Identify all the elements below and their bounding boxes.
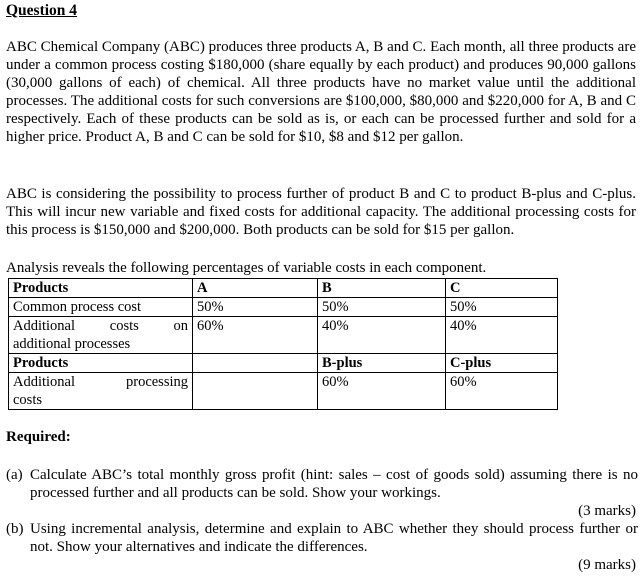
row-label-line2: additional processes xyxy=(13,336,131,352)
table-cell: 60% xyxy=(193,317,318,354)
header-products: Products xyxy=(9,279,193,298)
table-cell xyxy=(193,373,318,410)
row-label-line2: costs xyxy=(13,392,42,408)
question-b-marks: (9 marks) xyxy=(578,557,636,573)
question-a-marks: (3 marks) xyxy=(578,503,636,519)
table-row xyxy=(9,298,558,317)
question-a-text: Calculate ABC’s total monthly gross profit (hint: sales – cost of goods sold) assuming there is no processed further and all products can be sold. Show your workings. xyxy=(30,467,638,501)
table-cell: 60% xyxy=(446,373,558,410)
header-c-plus: C-plus xyxy=(446,354,558,373)
question-b-text: Using incremental analysis, determine and explain to ABC whether they should process further or not. Show your alternatives and indicate the differences. xyxy=(30,521,638,555)
table-header-row-2 xyxy=(9,354,558,373)
table-cell: 50% xyxy=(193,298,318,317)
row-label xyxy=(9,373,193,410)
paragraph-1: ABC Chemical Company (ABC) produces three products A, B and C. Each month, all three products are under a common process costing $180,000 (share equally by each product) and produces 90,000 gallons (30,000 gallons of each) of chemical. All three products have no market value until the additional processes. The additional costs for such conversions are $100,000, $80,000 and $220,000 for A, B and C respectively. Each of these products can be sold as is, or each can be processed further and sold for a higher price. Product A, B and C can be sold for $10, $8 and $12 per gallon. xyxy=(6,39,636,145)
header-c: C xyxy=(446,279,558,298)
table-row xyxy=(9,373,558,410)
row-label-word: Additional xyxy=(13,318,76,334)
header-products: Products xyxy=(9,354,193,373)
header-b: B xyxy=(318,279,446,298)
question-b xyxy=(6,520,638,556)
table-header-row xyxy=(9,279,558,298)
header-empty xyxy=(193,354,318,373)
table-row xyxy=(9,317,558,354)
row-label-word: on xyxy=(173,318,188,334)
question-title: Question 4 xyxy=(6,2,78,19)
row-label-word: Additional xyxy=(13,374,76,390)
required-label: Required: xyxy=(6,429,71,445)
header-a: A xyxy=(193,279,318,298)
row-label-word: processing xyxy=(125,374,188,390)
row-label-word: costs xyxy=(109,318,139,334)
paragraph-2: ABC is considering the possibility to process further of product B and C to product B-plus and C-plus. This will incur new variable and fixed costs for additional capacity. The additional processing costs for this process is $150,000 and $200,000. Both products can be sold for $15 per gallon. xyxy=(6,186,636,238)
table-cell: 60% xyxy=(318,373,446,410)
row-label xyxy=(9,317,193,354)
question-a-label: (a) xyxy=(6,467,23,483)
table-cell: 50% xyxy=(318,298,446,317)
question-b-label: (b) xyxy=(6,521,24,537)
table-cell: 40% xyxy=(446,317,558,354)
row-label: Common process cost xyxy=(9,298,193,317)
question-a xyxy=(6,466,638,502)
table-cell: 40% xyxy=(318,317,446,354)
variable-cost-table xyxy=(8,278,558,410)
table-intro: Analysis reveals the following percentages of variable costs in each component. xyxy=(6,260,487,276)
table-cell: 50% xyxy=(446,298,558,317)
header-b-plus: B-plus xyxy=(318,354,446,373)
